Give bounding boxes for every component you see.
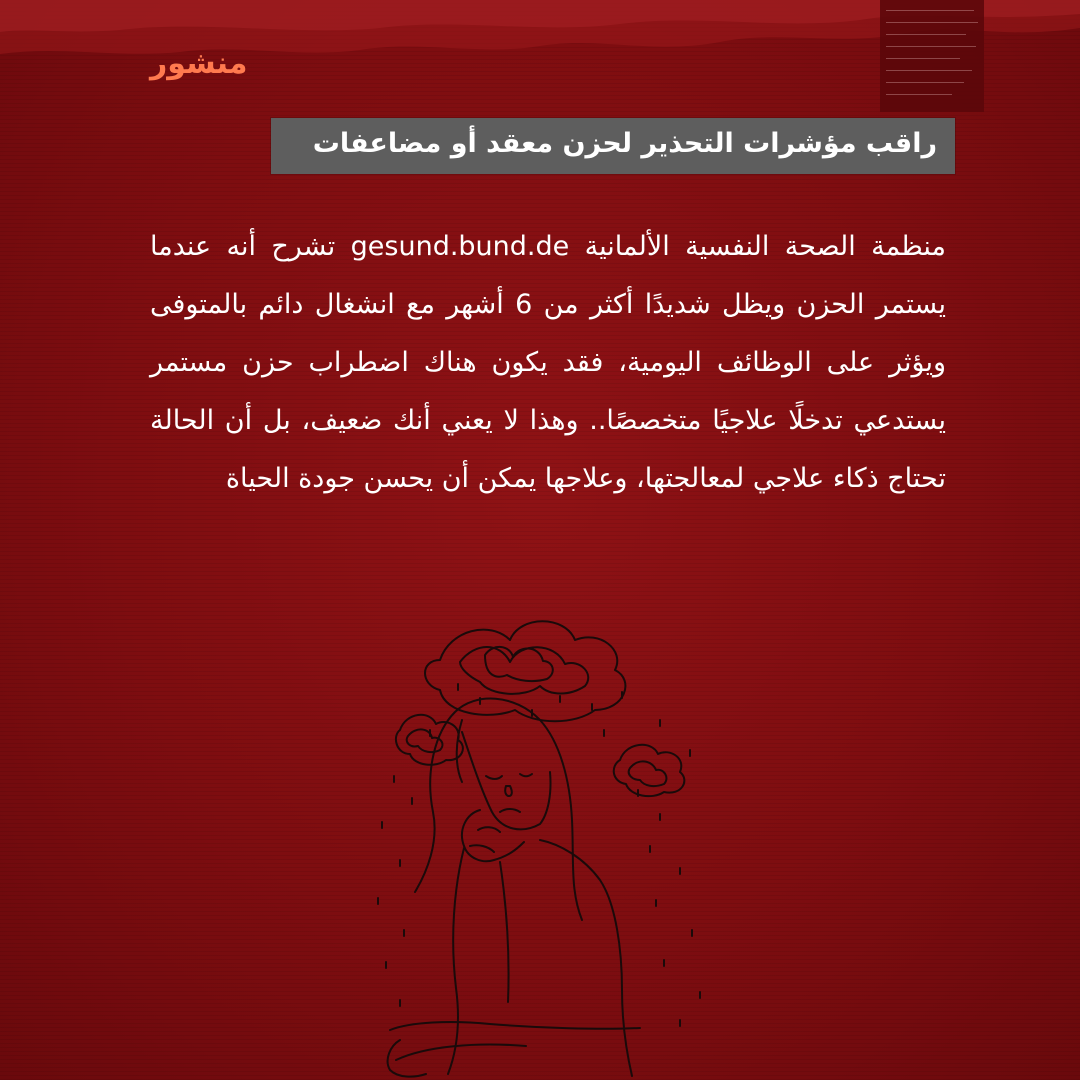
handwritten-paper-scrap bbox=[880, 0, 984, 112]
hand-on-chin bbox=[462, 810, 524, 861]
headline: راقب مؤشرات التحذير لحزن معقد أو مضاعفات bbox=[312, 128, 937, 159]
small-cloud-right-icon bbox=[614, 745, 685, 796]
scribble-cloud-icon bbox=[425, 621, 625, 721]
headline-band bbox=[271, 118, 955, 174]
body-paragraph: منظمة الصحة النفسية الألمانية gesund.bund.de تشرح أنه عندما يستمر الحزن ويظل شديدًا أكثر من 6 أشهر مع انشغال دائم بالمتوفى ويؤثر على الوظائف اليومية، فقد يكون هناك اضطراب حزن مستمر يستدعي تدخلًا علاجيًا متخصصًا.. وهذا لا يعني أنك ضعيف، بل أن الحالة تحتاج ذكاء علاجي لمعالجتها، وعلاجها يمكن أن يحسن جودة الحياة bbox=[150, 231, 946, 494]
face-outline bbox=[462, 732, 551, 829]
hair-outline bbox=[415, 699, 582, 920]
brand-logo: منشور bbox=[150, 46, 248, 81]
mouth bbox=[500, 809, 520, 812]
eye-left bbox=[486, 776, 502, 779]
sad-person-illustration bbox=[360, 600, 740, 1080]
rain-drops bbox=[378, 684, 700, 1026]
eye-right bbox=[520, 774, 532, 776]
torso-outline bbox=[500, 840, 632, 1076]
resting-arm bbox=[388, 1022, 640, 1077]
arm-outline bbox=[448, 848, 464, 1074]
small-cloud-left-icon bbox=[396, 715, 463, 765]
tear bbox=[505, 786, 512, 796]
